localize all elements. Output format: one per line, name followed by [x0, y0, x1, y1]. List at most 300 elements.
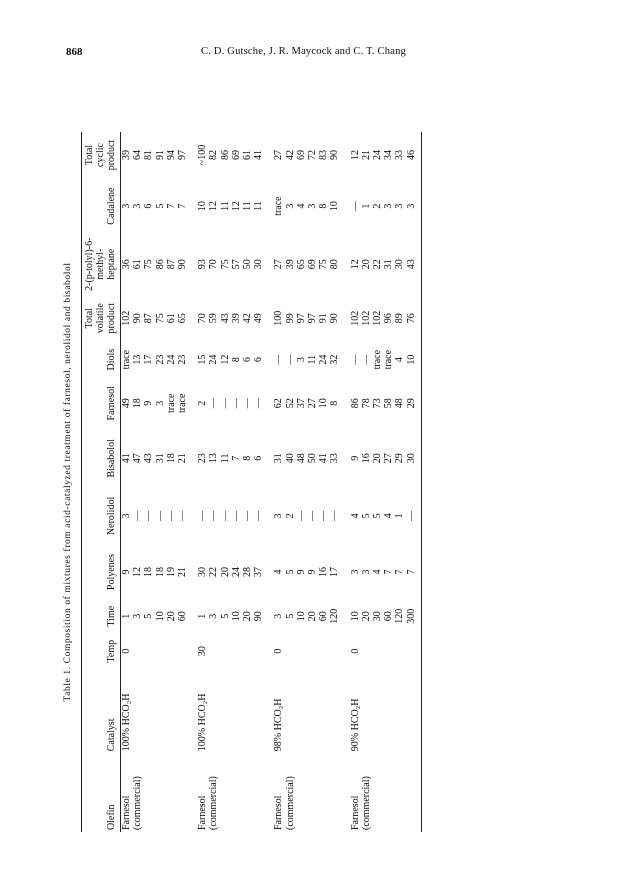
cell-total-volatile: 97: [295, 313, 307, 324]
cell-total-volatile: 91: [318, 313, 330, 324]
cell-time: 5: [284, 613, 296, 619]
cell-tolyl-heptane: 86: [154, 259, 166, 270]
cell-diols: 23: [154, 354, 166, 365]
cell-diols: —: [284, 354, 296, 365]
cell-cadalene: 8: [318, 203, 330, 209]
cell-diols: —: [360, 354, 372, 365]
cell-bisabolol: 21: [177, 453, 189, 464]
cell-tolyl-heptane: 36: [121, 259, 132, 270]
table-caption: Table 1. Composition of mixtures from acid-catalyzed treatment of farnesol, nerolidol and bisabolol: [63, 262, 73, 702]
cell-tolyl-heptane: 90: [177, 259, 189, 270]
cell-catalyst: [372, 669, 383, 753]
cell-total-volatile: 97: [307, 313, 319, 324]
cell-catalyst: [231, 669, 242, 753]
cell-temp: 30: [197, 646, 209, 657]
cell-farnesol: 18: [132, 398, 144, 409]
cell-cadalene: 11: [242, 201, 254, 211]
table-row: [188, 132, 208, 832]
cell-olefin: (commercial): [132, 776, 144, 830]
header-polyenes: Polyenes: [82, 545, 121, 600]
table-row: [318, 132, 329, 832]
cell-nerolidol: 3: [121, 513, 132, 519]
cell-bisabolol: 20: [372, 453, 384, 464]
cell-olefin: [406, 753, 417, 832]
cell-total-cyclic: 27: [273, 150, 285, 160]
cell-diols: 6: [242, 357, 254, 363]
header-farnesol: Farnesol: [82, 377, 121, 429]
cell-polyenes: 28: [242, 567, 254, 578]
cell-total-cyclic: 46: [405, 150, 417, 160]
cell-catalyst: 100% HCO₂H: [197, 693, 209, 752]
cell-temp: [329, 633, 340, 669]
cell-farnesol: —: [208, 398, 220, 409]
cell-cadalene: 10: [329, 201, 341, 212]
cell-tolyl-heptane: 93: [197, 259, 209, 270]
header-temp: Temp: [82, 633, 121, 669]
cell-tolyl-heptane: 80: [329, 259, 341, 270]
cell-total-cyclic: 24: [372, 150, 384, 160]
header-time: Time: [82, 599, 121, 633]
cell-tolyl-heptane: 27: [273, 259, 285, 270]
table-row: [307, 132, 318, 832]
header-total-cyclic: Total cyclic product: [82, 132, 121, 178]
table-row: [177, 132, 188, 832]
cell-time: 10: [295, 611, 307, 622]
cell-total-volatile: 102: [349, 310, 361, 326]
cell-olefin: [242, 753, 253, 832]
cell-total-volatile: 99: [284, 313, 296, 324]
cell-farnesol: 48: [394, 398, 406, 409]
cell-time: 60: [383, 611, 395, 622]
cell-total-volatile: 102: [121, 310, 132, 326]
cell-time: 10: [349, 611, 361, 622]
cell-cadalene: 6: [143, 203, 155, 209]
table-row: [372, 132, 383, 832]
cell-farnesol: 62: [273, 398, 285, 409]
cell-time: 3: [273, 613, 285, 619]
cell-time: 5: [219, 613, 231, 619]
cell-farnesol: 58: [383, 398, 395, 409]
cell-olefin: [166, 753, 177, 832]
cell-catalyst: [307, 669, 318, 753]
table-row: [383, 132, 394, 832]
cell-bisabolol: 18: [165, 453, 177, 464]
cell-olefin: [329, 753, 340, 832]
cell-nerolidol: —: [253, 510, 265, 521]
table-row: [143, 132, 154, 832]
cell-total-cyclic: 41: [253, 150, 265, 160]
cell-total-volatile: 65: [177, 313, 189, 324]
header-row: [82, 132, 121, 832]
cell-olefin: [155, 753, 166, 832]
cell-nerolidol: —: [197, 510, 209, 521]
cell-farnesol: 27: [307, 398, 319, 409]
cell-total-cyclic: 69: [295, 150, 307, 160]
cell-temp: [361, 633, 372, 669]
cell-bisabolol: 27: [383, 453, 395, 464]
cell-cadalene: 1: [360, 203, 372, 209]
cell-nerolidol: —: [143, 510, 155, 521]
cell-temp: 0: [121, 648, 132, 654]
cell-nerolidol: 3: [273, 513, 285, 519]
cell-nerolidol: —: [307, 510, 319, 521]
cell-catalyst: [394, 669, 405, 753]
cell-farnesol: 49: [121, 398, 132, 409]
cell-catalyst: 98% HCO₂H: [273, 698, 285, 752]
cell-nerolidol: —: [132, 510, 144, 521]
cell-diols: 13: [132, 354, 144, 365]
cell-total-volatile: 39: [230, 313, 242, 324]
table-body: [121, 132, 422, 832]
cell-diols: trace: [121, 349, 132, 370]
cell-time: 10: [154, 611, 166, 622]
cell-bisabolol: 9: [349, 455, 361, 461]
cell-time: 20: [360, 611, 372, 622]
cell-tolyl-heptane: 22: [372, 259, 384, 270]
cell-farnesol: 29: [405, 398, 417, 409]
cell-diols: 12: [219, 354, 231, 365]
cell-total-cyclic: 91: [154, 150, 166, 160]
cell-cadalene: 3: [284, 203, 296, 209]
cell-time: 30: [372, 611, 384, 622]
cell-diols: 8: [230, 357, 242, 363]
cell-bisabolol: 43: [143, 453, 155, 464]
cell-time: 120: [329, 608, 341, 624]
header-olefin: Olefin: [82, 753, 121, 832]
cell-farnesol: 52: [284, 398, 296, 409]
cell-temp: [143, 633, 154, 669]
cell-cadalene: 3: [394, 203, 406, 209]
cell-olefin: (commercial): [208, 776, 220, 830]
data-table: [81, 132, 422, 832]
cell-cadalene: 12: [230, 201, 242, 212]
cell-nerolidol: 4: [383, 513, 395, 519]
cell-bisabolol: 48: [295, 453, 307, 464]
cell-farnesol: 78: [360, 398, 372, 409]
cell-olefin: (commercial): [360, 776, 372, 830]
cell-time: 5: [143, 613, 155, 619]
cell-olefin: [394, 753, 405, 832]
cell-total-volatile: 90: [132, 313, 144, 324]
cell-polyenes: 37: [253, 567, 265, 578]
cell-time: 20: [307, 611, 319, 622]
cell-nerolidol: 4: [349, 513, 361, 519]
cell-catalyst: [383, 669, 394, 753]
cell-nerolidol: —: [177, 510, 189, 521]
cell-cadalene: 4: [295, 203, 307, 209]
cell-polyenes: 24: [230, 567, 242, 578]
cell-catalyst: [155, 669, 166, 753]
cell-diols: 23: [177, 354, 189, 365]
cell-polyenes: 20: [219, 567, 231, 578]
cell-olefin: Farnesol: [121, 795, 132, 830]
cell-diols: 24: [165, 354, 177, 365]
table-row: [296, 132, 307, 832]
cell-time: 60: [177, 611, 189, 622]
cell-polyenes: 30: [197, 567, 209, 578]
cell-total-cyclic: 61: [242, 150, 254, 160]
cell-cadalene: 3: [307, 203, 319, 209]
cell-temp: [394, 633, 405, 669]
cell-total-cyclic: 82: [208, 150, 220, 160]
cell-time: 3: [132, 613, 144, 619]
cell-polyenes: 18: [154, 567, 166, 578]
cell-farnesol: trace: [165, 393, 177, 414]
cell-olefin: [143, 753, 154, 832]
cell-total-volatile: 100: [273, 310, 285, 326]
cell-total-cyclic: 83: [318, 150, 330, 160]
table-row: [361, 132, 372, 832]
table-row: [394, 132, 405, 832]
cell-catalyst: [220, 669, 231, 753]
cell-polyenes: 4: [273, 569, 285, 575]
cell-cadalene: 12: [208, 201, 220, 212]
table-row: [155, 132, 166, 832]
cell-polyenes: 7: [405, 569, 417, 575]
cell-olefin: [296, 753, 307, 832]
cell-bisabolol: 40: [284, 453, 296, 464]
cell-catalyst: [132, 669, 143, 753]
cell-bisabolol: 47: [132, 453, 144, 464]
cell-bisabolol: 50: [307, 453, 319, 464]
cell-catalyst: [361, 669, 372, 753]
cell-polyenes: 7: [394, 569, 406, 575]
cell-total-volatile: 43: [219, 313, 231, 324]
cell-nerolidol: —: [329, 510, 341, 521]
cell-bisabolol: 41: [318, 453, 330, 464]
cell-farnesol: 3: [154, 400, 166, 406]
cell-catalyst: [177, 669, 188, 753]
header-diols: Diols: [82, 342, 121, 377]
cell-polyenes: 9: [121, 569, 132, 575]
cell-temp: [166, 633, 177, 669]
cell-polyenes: 3: [349, 569, 361, 575]
cell-time: 300: [405, 608, 417, 624]
table-row: [231, 132, 242, 832]
header-total-volatile: Total volatile product: [82, 294, 121, 342]
cell-temp: 0: [349, 648, 361, 654]
cell-total-volatile: 42: [242, 313, 254, 324]
cell-olefin: (commercial): [284, 776, 296, 830]
cell-farnesol: —: [219, 398, 231, 409]
cell-polyenes: 18: [143, 567, 155, 578]
rotated-table-block: [63, 132, 453, 832]
cell-total-volatile: 87: [143, 313, 155, 324]
cell-catalyst: [285, 669, 296, 753]
cell-cadalene: 3: [121, 203, 132, 209]
cell-tolyl-heptane: 12: [349, 259, 361, 270]
cell-tolyl-heptane: 43: [405, 259, 417, 270]
cell-farnesol: trace: [177, 393, 189, 414]
cell-farnesol: 8: [329, 400, 341, 406]
cell-polyenes: 3: [360, 569, 372, 575]
cell-diols: 32: [329, 354, 341, 365]
cell-total-cyclic: 90: [329, 150, 341, 160]
cell-temp: [318, 633, 329, 669]
cell-catalyst: 90% HCO₂H: [349, 698, 361, 752]
cell-tolyl-heptane: 87: [165, 259, 177, 270]
cell-time: 1: [197, 613, 209, 619]
cell-temp: [177, 633, 188, 669]
cell-nerolidol: —: [154, 510, 166, 521]
cell-nerolidol: —: [242, 510, 254, 521]
cell-diols: 24: [318, 354, 330, 365]
table-row: [121, 132, 133, 832]
table-row: [242, 132, 253, 832]
cell-temp: 0: [273, 648, 285, 654]
cell-time: 10: [230, 611, 242, 622]
cell-bisabolol: 33: [329, 453, 341, 464]
cell-total-volatile: 102: [372, 310, 384, 326]
header-bisabolol: Bisabolol: [82, 429, 121, 487]
table-row: [253, 132, 264, 832]
cell-nerolidol: —: [165, 510, 177, 521]
cell-temp: [372, 633, 383, 669]
cell-total-cyclic: 72: [307, 150, 319, 160]
cell-diols: 6: [253, 357, 265, 363]
cell-olefin: Farnesol: [349, 795, 361, 830]
table-row: [285, 132, 296, 832]
cell-time: 20: [242, 611, 254, 622]
cell-bisabolol: 11: [219, 453, 231, 464]
cell-bisabolol: 13: [208, 453, 220, 464]
cell-olefin: [220, 753, 231, 832]
cell-catalyst: [296, 669, 307, 753]
table-row: [208, 132, 219, 832]
cell-diols: —: [349, 354, 361, 365]
cell-nerolidol: 1: [394, 513, 406, 519]
cell-bisabolol: 16: [360, 453, 372, 464]
cell-total-volatile: 61: [165, 313, 177, 324]
table-row: [341, 132, 361, 832]
cell-temp: [406, 633, 417, 669]
header-cadalene: Cadalene: [82, 178, 121, 234]
cell-time: 20: [165, 611, 177, 622]
cell-cadalene: 3: [383, 203, 395, 209]
table-row: [329, 132, 340, 832]
cell-diols: —: [273, 354, 285, 365]
cell-temp: [132, 633, 143, 669]
cell-olefin: Farnesol: [273, 795, 285, 830]
cell-bisabolol: 31: [154, 453, 166, 464]
cell-catalyst: [253, 669, 264, 753]
cell-total-volatile: 49: [253, 313, 265, 324]
cell-total-cyclic: 42: [284, 150, 296, 160]
cell-bisabolol: 30: [405, 453, 417, 464]
cell-total-volatile: 76: [405, 313, 417, 324]
cell-cadalene: trace: [273, 196, 285, 216]
cell-nerolidol: —: [230, 510, 242, 521]
cell-olefin: [318, 753, 329, 832]
cell-total-cyclic: 97: [177, 150, 189, 160]
cell-catalyst: [329, 669, 340, 753]
cell-total-volatile: 102: [360, 310, 372, 326]
cell-bisabolol: 8: [242, 455, 254, 461]
cell-polyenes: 12: [132, 567, 144, 578]
cell-temp: [208, 633, 219, 669]
cell-polyenes: 7: [383, 569, 395, 575]
cell-time: 1: [121, 613, 132, 619]
cell-tolyl-heptane: 31: [383, 259, 395, 270]
page-number: 868: [66, 46, 83, 58]
cell-diols: 11: [307, 354, 319, 365]
bottom-rule-cell: [417, 132, 422, 832]
cell-farnesol: 10: [318, 398, 330, 409]
cell-farnesol: —: [230, 398, 242, 409]
cell-total-cyclic: 86: [219, 150, 231, 160]
cell-cadalene: 2: [372, 203, 384, 209]
cell-bisabolol: 23: [197, 453, 209, 464]
cell-bisabolol: 6: [253, 455, 265, 461]
cell-olefin: [372, 753, 383, 832]
cell-olefin: Farnesol: [197, 795, 209, 830]
cell-cadalene: 7: [177, 203, 189, 209]
cell-cadalene: —: [349, 201, 361, 212]
cell-total-volatile: 89: [394, 313, 406, 324]
cell-temp: [383, 633, 394, 669]
cell-tolyl-heptane: 57: [230, 259, 242, 270]
cell-tolyl-heptane: 30: [394, 259, 406, 270]
cell-cadalene: 3: [405, 203, 417, 209]
cell-total-cyclic: ~100: [197, 144, 209, 166]
cell-nerolidol: —: [405, 510, 417, 521]
cell-temp: [231, 633, 242, 669]
cell-total-cyclic: 64: [132, 150, 144, 160]
cell-total-volatile: 90: [329, 313, 341, 324]
cell-total-cyclic: 21: [360, 150, 372, 160]
cell-cadalene: 3: [132, 203, 144, 209]
cell-bisabolol: 7: [230, 455, 242, 461]
cell-diols: 3: [295, 357, 307, 363]
cell-total-cyclic: 81: [143, 150, 155, 160]
table-row: [166, 132, 177, 832]
cell-tolyl-heptane: 70: [208, 259, 220, 270]
cell-polyenes: 22: [208, 567, 220, 578]
cell-catalyst: 100% HCO₂H: [121, 693, 132, 752]
cell-nerolidol: —: [219, 510, 231, 521]
cell-farnesol: 2: [197, 400, 209, 406]
table-row: [220, 132, 231, 832]
table-row: [264, 132, 284, 832]
cell-olefin: [231, 753, 242, 832]
cell-cadalene: 7: [165, 203, 177, 209]
cell-polyenes: 4: [372, 569, 384, 575]
cell-cadalene: 11: [253, 201, 265, 211]
cell-total-cyclic: 34: [383, 150, 395, 160]
cell-total-cyclic: 12: [349, 150, 361, 160]
cell-cadalene: 10: [197, 201, 209, 212]
cell-catalyst: [208, 669, 219, 753]
header-catalyst: Catalyst: [82, 669, 121, 753]
cell-polyenes: 9: [295, 569, 307, 575]
cell-bisabolol: 41: [121, 453, 132, 464]
cell-nerolidol: 5: [372, 513, 384, 519]
cell-tolyl-heptane: 75: [219, 259, 231, 270]
cell-bisabolol: 31: [273, 453, 285, 464]
cell-tolyl-heptane: 30: [253, 259, 265, 270]
cell-farnesol: 73: [372, 398, 384, 409]
cell-temp: [253, 633, 264, 669]
cell-diols: 15: [197, 354, 209, 365]
cell-catalyst: [166, 669, 177, 753]
cell-polyenes: 19: [165, 567, 177, 578]
cell-polyenes: 17: [329, 567, 341, 578]
cell-total-cyclic: 69: [230, 150, 242, 160]
cell-time: 3: [208, 613, 220, 619]
cell-cadalene: 5: [154, 203, 166, 209]
cell-polyenes: 16: [318, 567, 330, 578]
running-head: C. D. Gutsche, J. R. Maycock and C. T. Chang: [201, 46, 406, 57]
